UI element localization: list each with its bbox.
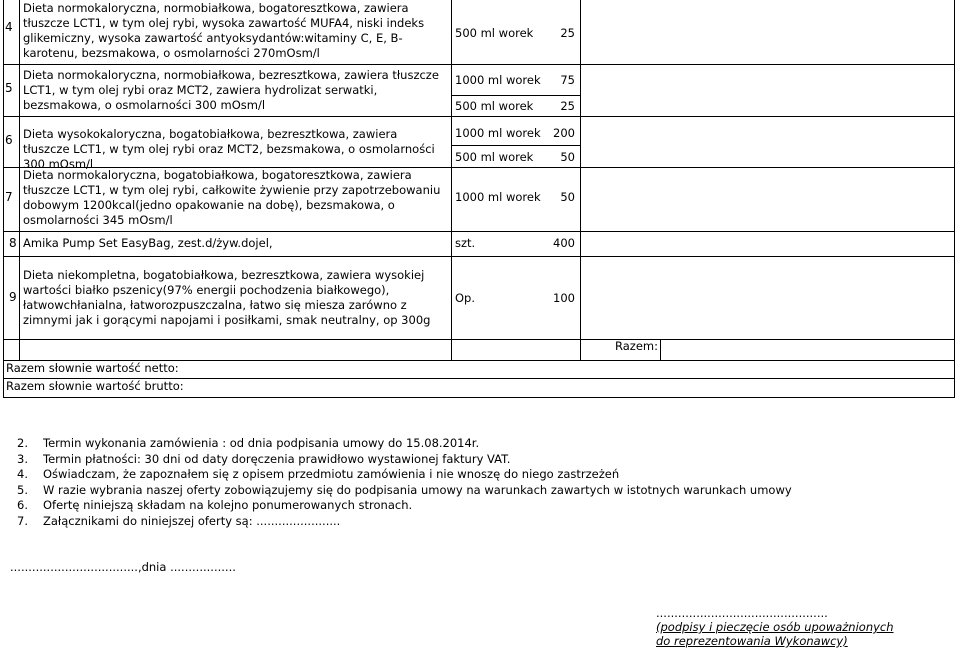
row-6-qty-a: 200: [553, 126, 575, 140]
row-9-qty: 100: [553, 291, 575, 305]
row-4-description: Dieta normokaloryczna, normobiałkowa, bogatoresztkowa, zawiera tłuszcze LCT1, w tym olej rybi, wysoka zawartość MUFA4, niski indeks glikemiczny, wysoka zawartość antyoksydantów:witaminy C, E, B-karotenu, bezsmakowa, o osmolarności 270mOsm/l: [23, 1, 425, 60]
row-7-qty: 50: [560, 190, 575, 204]
row-4-qty: 25: [560, 26, 575, 40]
note-item: 3. Termin płatności: 30 dni od daty doręczenia prawidłowo wystawionej faktury VAT.: [17, 451, 511, 466]
signature-dots: ...............................................: [656, 606, 828, 620]
row-7-number: 7: [5, 190, 13, 204]
notes-list: [17, 436, 792, 529]
row-5-unit-b: 500 ml worek: [455, 99, 534, 113]
row-9-unit: Op.: [455, 291, 476, 305]
row-5-unit-a: 1000 ml worek: [455, 73, 541, 87]
row-7-description: Dieta normokaloryczna, bogatobiałkowa, bogatoresztkowa, zawiera tłuszcze LCT1, w tym olej rybi, całkowite żywienie przy zapotrzebowaniu dobowym 1200kcal(jedno opakowanie na dobę), bezsmakowa, o osmolarności 345 mOsm/l: [23, 168, 441, 227]
row-6-qty-b: 50: [560, 150, 575, 164]
row-8-number: 8: [9, 236, 17, 250]
note-item: 4. Oświadczam, że zapoznałem się z opisem przedmiotu zamówienia i nie wnoszę do niego zastrzeżeń: [17, 467, 620, 481]
place-date-line: ...................................,dnia ..................: [10, 560, 236, 574]
row-5-qty-b: 25: [560, 99, 575, 113]
row-8-description: Amika Pump Set EasyBag, zest.d/żyw.dojel,: [23, 236, 273, 250]
row-5-number: 5: [5, 81, 13, 95]
row-8-qty: 400: [553, 236, 575, 250]
row-7-unit: 1000 ml worek: [455, 190, 541, 204]
row-6-unit-b: 500 ml worek: [455, 150, 534, 164]
row-9-description: Dieta niekompletna, bogatobiałkowa, bezresztkowa, zawiera wysokiej wartości białko pszenicy(97% energii pochodzenia białkowego), łatwowchłanialna, łatworozpuszczalna, łatwo się miesza zarówno z zimnymi jak i gorącymi napojami i posiłkami, smak neutralny, op 300g: [23, 268, 431, 327]
brutto-label: Razem słownie wartość brutto:: [6, 379, 184, 393]
row-5-qty-a: 75: [560, 73, 575, 87]
note-item: 5. W razie wybrania naszej oferty zobowiązujemy się do podpisania umowy na warunkach zawartych w istotnych warunkach umowy: [17, 482, 792, 497]
row-4-number: 4: [5, 20, 13, 34]
row-6-number: 6: [5, 133, 13, 147]
row-8-unit: szt.: [455, 236, 476, 250]
note-item: 2. Termin wykonania zamówienia : od dnia podpisania umowy do 15.08.2014r.: [17, 436, 480, 450]
row-4-unit: 500 ml worek: [455, 26, 534, 40]
razem-label: Razem:: [615, 339, 658, 353]
row-6-unit-a: 1000 ml worek: [455, 126, 541, 140]
signature-caption-2: do reprezentowania Wykonawcy): [656, 634, 848, 648]
netto-label: Razem słownie wartość netto:: [6, 361, 179, 375]
note-item: 7. Załącznikami do niniejszej oferty są: .......................: [17, 513, 341, 528]
row-9-number: 9: [9, 290, 17, 304]
row-5-description: Dieta normokaloryczna, normobiałkowa, bezresztkowa, zawiera tłuszcze LCT1, w tym olej rybi oraz MCT2, zawiera hydrolizat serwatki, bezsmakowa, o osmolarności 300 mOsm/l: [23, 68, 439, 112]
signature-caption-1: (podpisy i pieczęcie osób upoważnionych: [656, 620, 894, 634]
row-6-description: Dieta wysokokaloryczna, bogatobiałkowa, bezresztkowa, zawiera tłuszcze LCT1, w tym olej rybi oraz MCT2, bezsmakowa, o osmolarności 300 mOsm/l: [23, 127, 435, 171]
note-item: 6. Ofertę niniejszą składam na kolejno ponumerowanych stronach.: [17, 498, 413, 512]
